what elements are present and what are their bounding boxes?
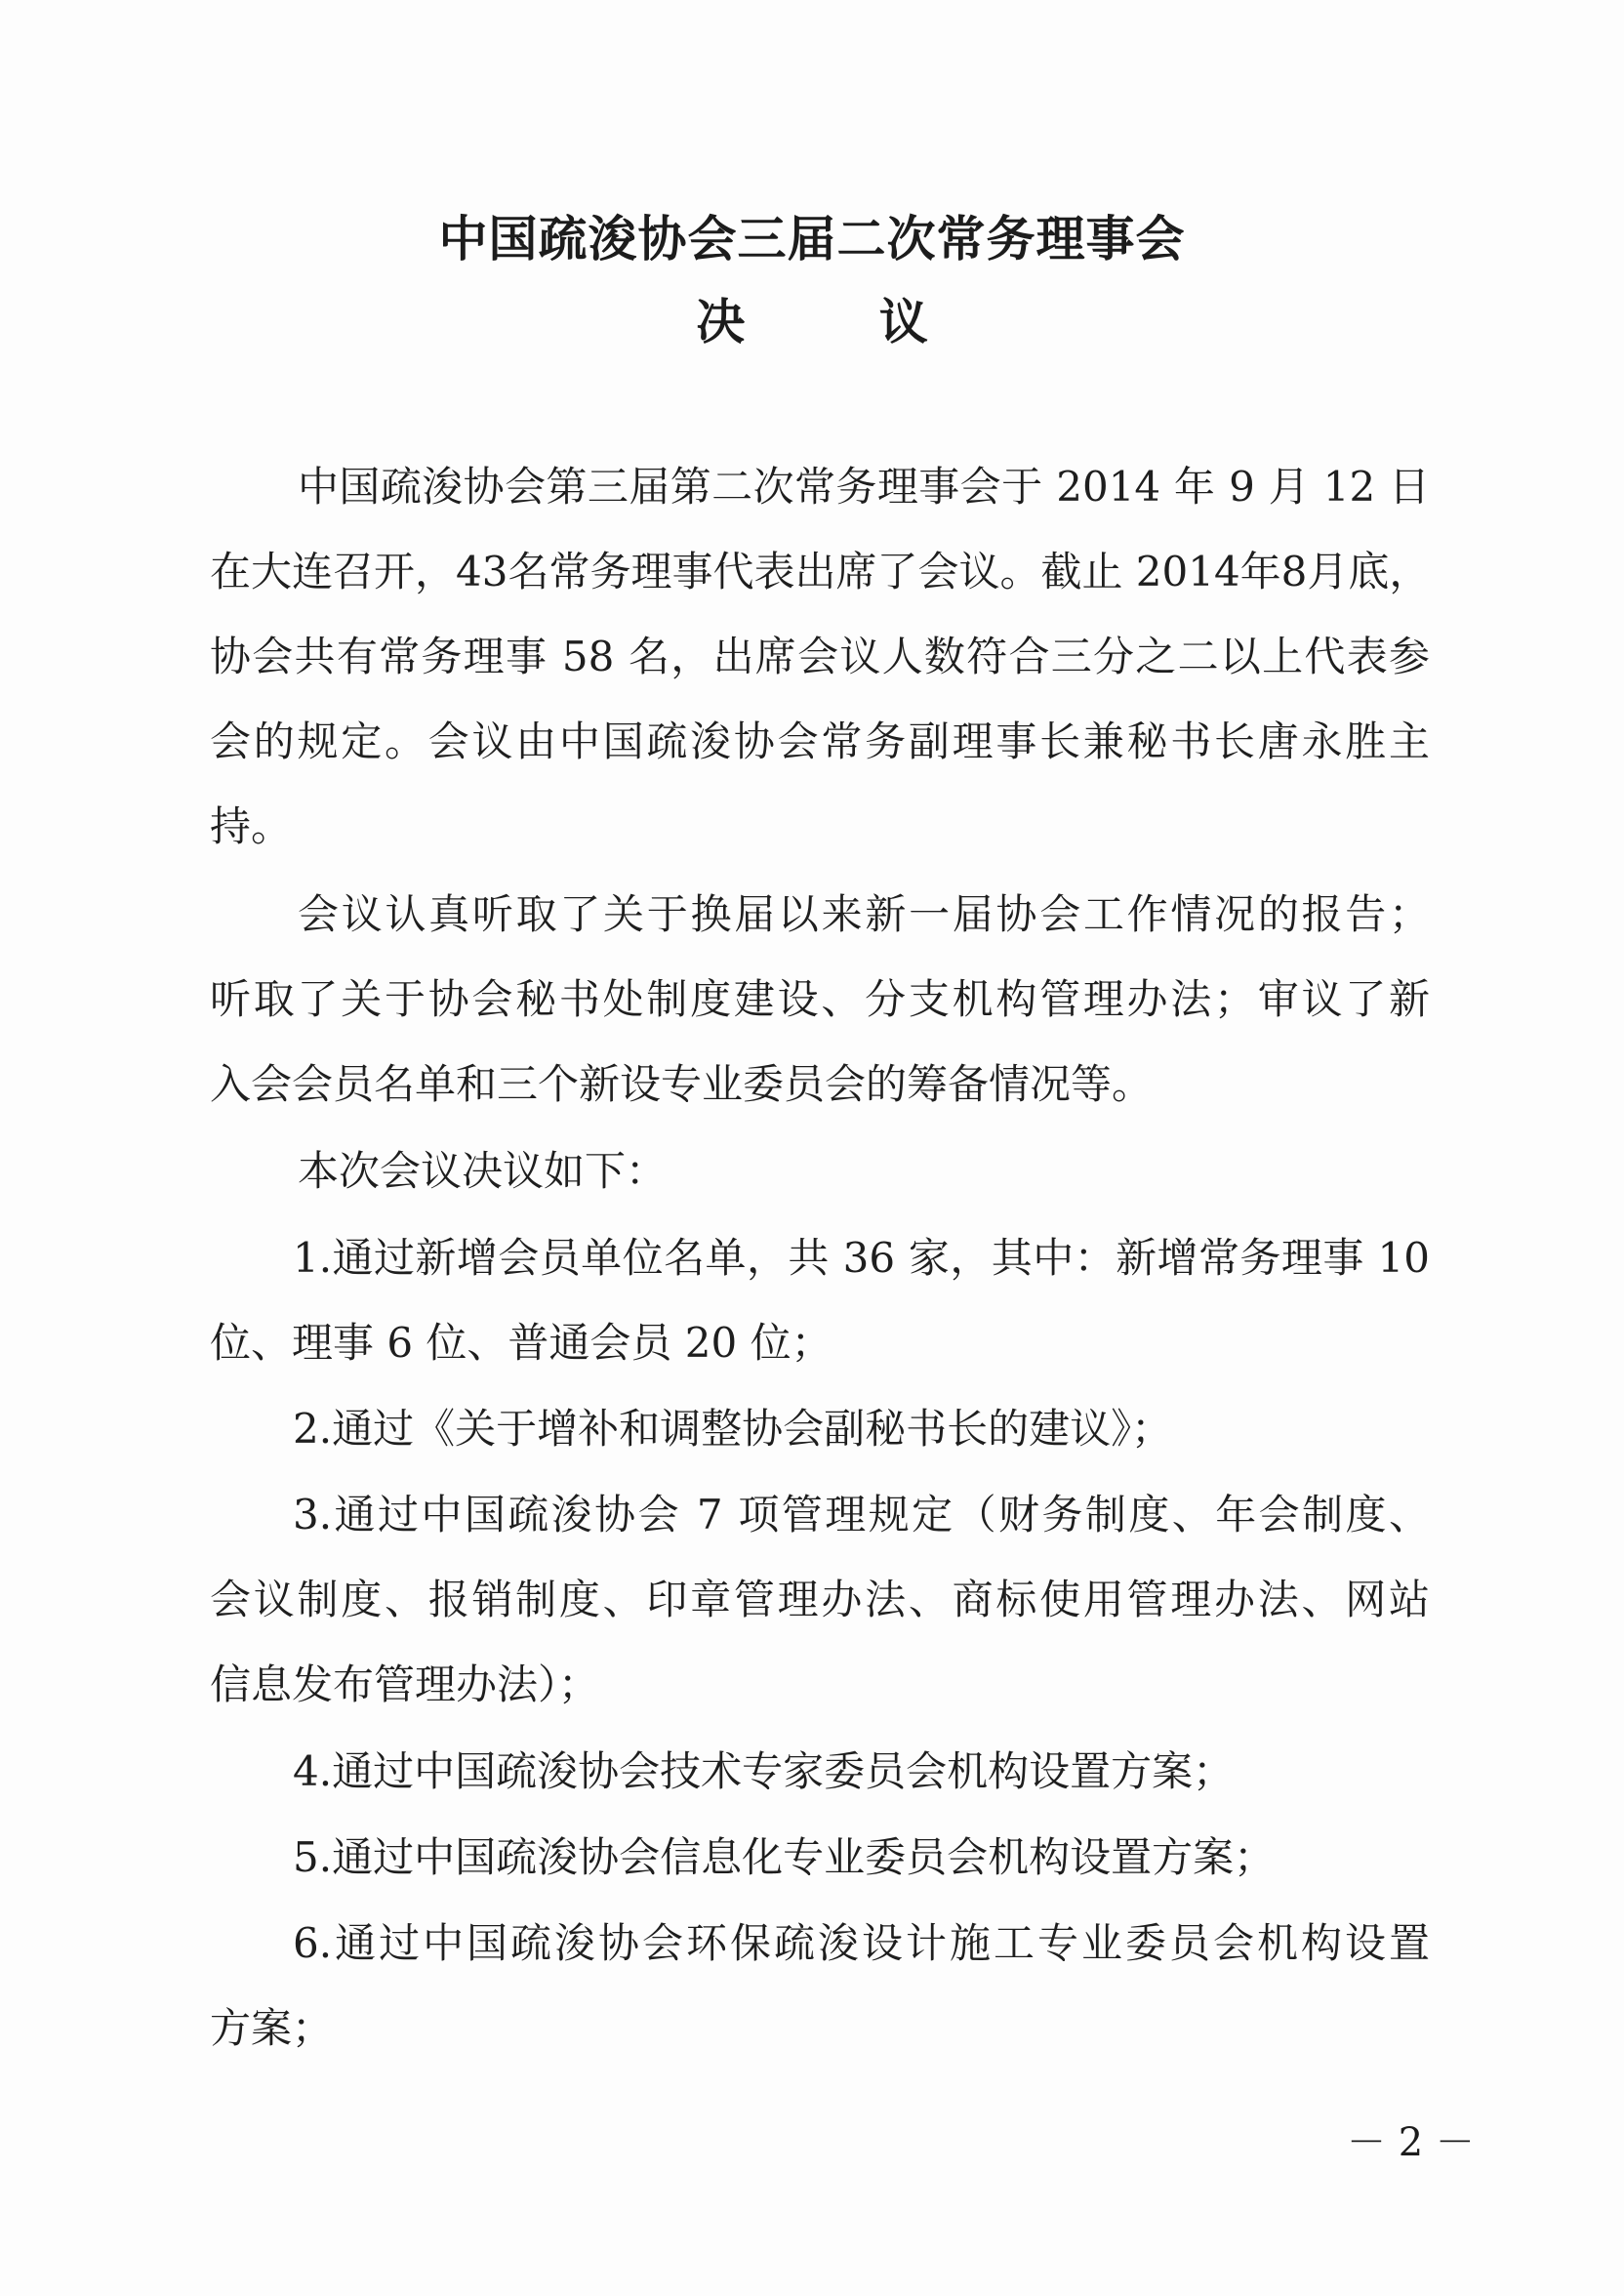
page-number: － 2 － [1347, 2120, 1475, 2165]
resolution-item: 3.通过中国疏浚协会 7 项管理规定（财务制度、年会制度、 [293, 1491, 1430, 1538]
resolution-item-cont: 信息发布管理办法）； [210, 1660, 600, 1708]
paragraph-line: 听取了关于协会秘书处制度建设、分支机构管理办法；审议了新 [210, 975, 1430, 1023]
paragraph-line: 会的规定。会议由中国疏浚协会常务副理事长兼秘书长唐永胜主 [210, 718, 1430, 765]
document-title: 中国疏浚协会三届二次常务理事会 [438, 210, 1186, 267]
resolution-item: 6.通过中国疏浚协会环保疏浚设计施工专业委员会机构设置 [293, 1919, 1430, 1967]
paragraph-line: 会议认真听取了关于换届以来新一届协会工作情况的报告； [298, 890, 1430, 938]
document-subtitle: 决 议 [696, 293, 987, 350]
resolution-item: 5.通过中国疏浚协会信息化专业委员会机构设置方案； [293, 1833, 1276, 1881]
resolution-item: 4.通过中国疏浚协会技术专家委员会机构设置方案； [293, 1747, 1235, 1795]
paragraph-line: 在大连召开，43名常务理事代表出席了会议。截止 2014年8月底， [210, 548, 1431, 595]
resolution-item-cont: 方案； [210, 2004, 334, 2052]
resolution-item-cont: 会议制度、报销制度、印章管理办法、商标使用管理办法、网站 [210, 1576, 1430, 1623]
resolution-item-cont: 位、理事 6 位、普通会员 20 位； [210, 1319, 832, 1367]
resolution-item: 2.通过《关于增补和调整协会副秘书长的建议》； [293, 1405, 1173, 1453]
paragraph-line: 协会共有常务理事 58 名，出席会议人数符合三分之二以上代表参 [210, 633, 1430, 680]
resolution-intro: 本次会议决议如下： [298, 1147, 668, 1195]
paragraph-line: 中国疏浚协会第三届第二次常务理事会于 2014 年 9 月 12 日 [298, 463, 1430, 511]
resolution-item: 1.通过新增会员单位名单，共 36 家，其中：新增常务理事 10 [293, 1234, 1430, 1282]
paragraph-line: 入会会员名单和三个新设专业委员会的筹备情况等。 [210, 1060, 1154, 1108]
paragraph-line: 持。 [210, 802, 293, 850]
